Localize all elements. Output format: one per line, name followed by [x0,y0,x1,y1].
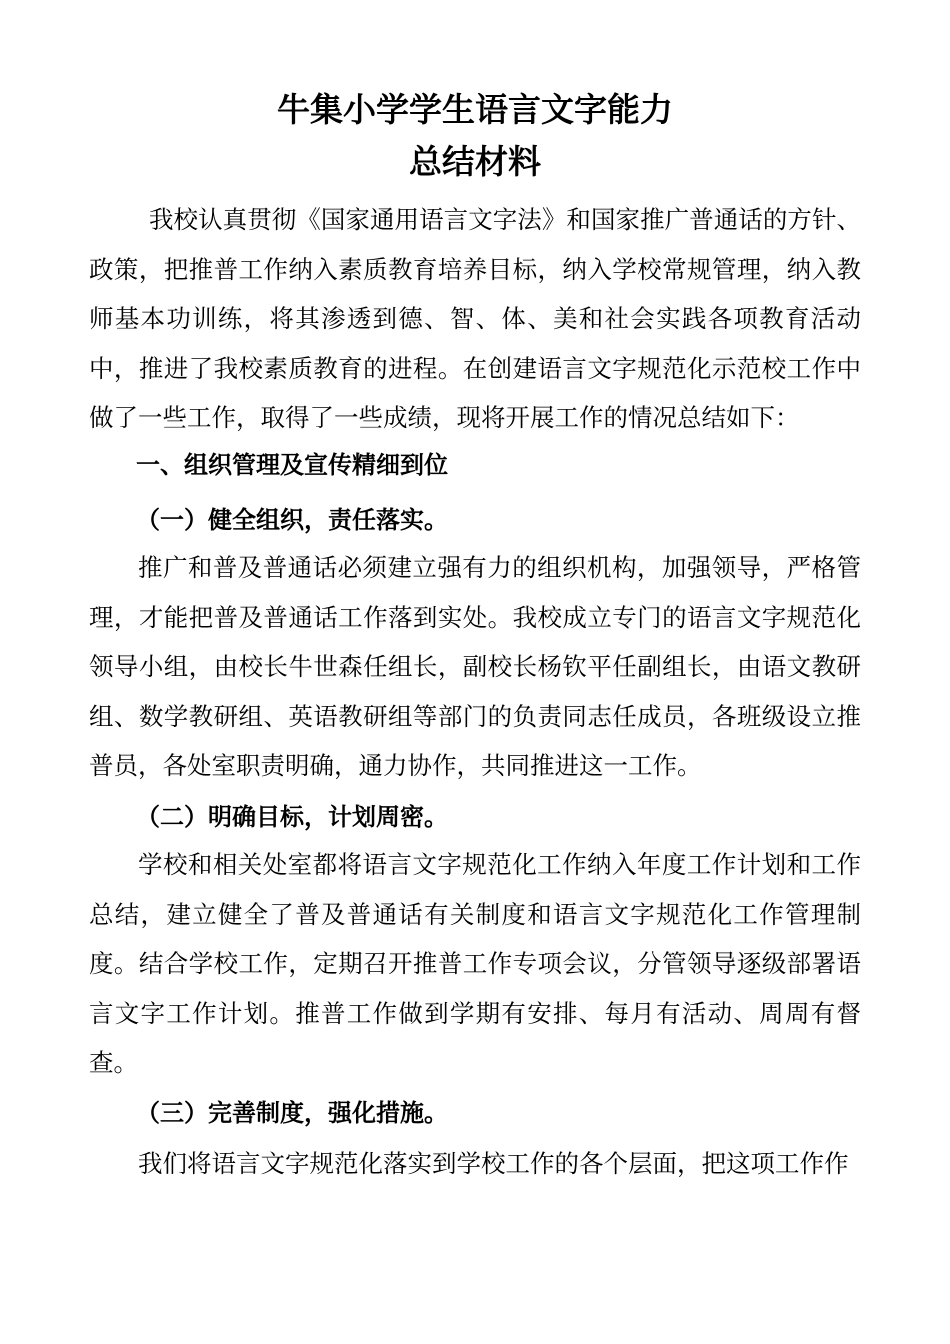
section-heading-1: 一、组织管理及宣传精细到位 [136,451,448,479]
subsection-paragraph-2: 学校和相关处室都将语言文字规范化工作纳入年度工作计划和工作总结，建立健全了普及普通话有关制度和语言文字规范化工作管理制度。结合学校工作，定期召开推普工作专项会议，分管领导逐级部署语言文字工作计划。推普工作做到学期有安排、每月有活动、周周有督查。 [89,850,861,1078]
subsection-paragraph-3: 我们将语言文字规范化落实到学校工作的各个层面，把这项工作作 [138,1149,849,1178]
subsection-heading-3: （三）完善制度，强化措施。 [136,1099,448,1127]
intro-paragraph: 我校认真贯彻《国家通用语言文字法》和国家推广普通话的方针、政策，把推普工作纳入素质教育培养目标，纳入学校常规管理，纳入教师基本功训练，将其渗透到德、智、体、美和社会实践各项教育活动中，推进了我校素质教育的进程。在创建语言文字规范化示范校工作中做了一些工作，取得了一些成绩，现将开展工作的情况总结如下： [89,205,861,433]
subsection-heading-2: （二）明确目标，计划周密。 [136,803,448,831]
subsection-heading-1: （一）健全组织，责任落实。 [136,506,448,534]
document-subtitle: 总结材料 [409,142,541,181]
subsection-paragraph-1: 推广和普及普通话必须建立强有力的组织机构，加强领导，严格管理，才能把普及普通话工作落到实处。我校成立专门的语言文字规范化领导小组，由校长牛世森任组长，副校长杨钦平任副组长，由语文教研组、数学教研组、英语教研组等部门的负责同志任成员，各班级设立推普员，各处室职责明确，通力协作，共同推进这一工作。 [89,553,861,781]
document-title: 牛集小学学生语言文字能力 [277,90,673,129]
